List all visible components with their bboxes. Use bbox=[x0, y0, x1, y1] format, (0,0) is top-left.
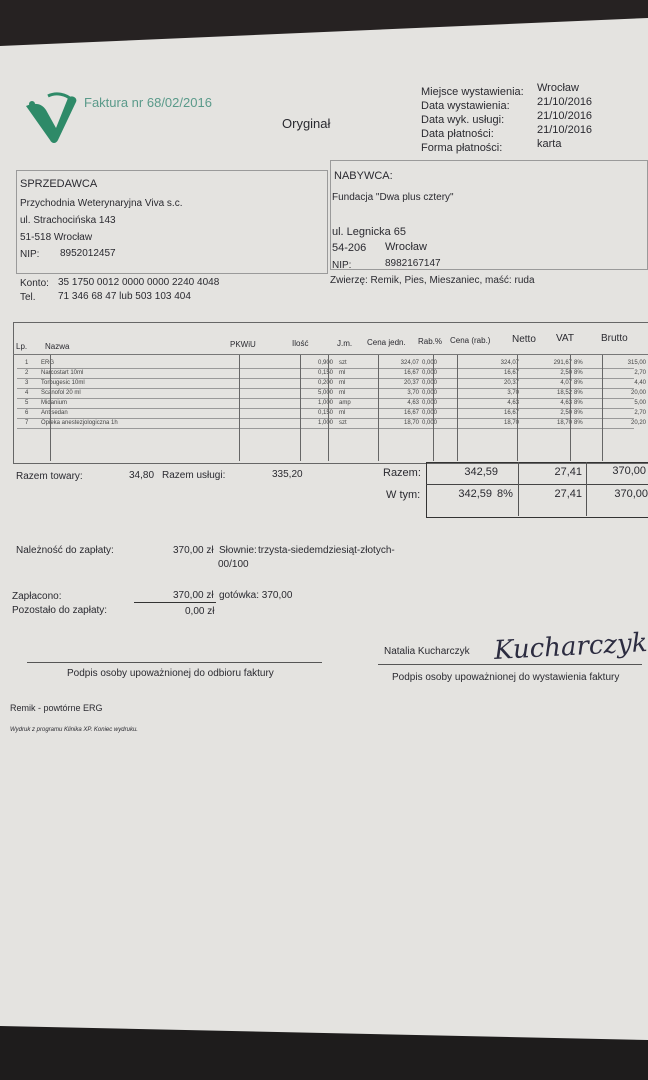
column-line bbox=[602, 355, 603, 461]
buyer-animals: Zwierzę: Remik, Pies, Mieszaniec, maść: ruda bbox=[330, 275, 535, 286]
in-words-line1: trzysta-siedemdziesiąt-złotych- bbox=[258, 545, 395, 556]
row-divider bbox=[17, 428, 634, 429]
cell-ilosc: 0,900 bbox=[317, 360, 333, 366]
meta-value-service-date: 21/10/2016 bbox=[537, 110, 593, 122]
meta-value-issue-date: 21/10/2016 bbox=[537, 96, 593, 108]
col-header-name: Nazwa bbox=[45, 342, 70, 351]
seller-street: ul. Strachocińska 143 bbox=[20, 215, 116, 226]
seller-heading: SPRZEDAWCA bbox=[20, 178, 98, 190]
receiver-signature-line bbox=[27, 662, 322, 663]
column-line bbox=[300, 355, 301, 461]
vat-breakdown-gross: 370,00 bbox=[614, 488, 648, 500]
column-line bbox=[570, 355, 571, 461]
in-words-line2: 00/100 bbox=[218, 559, 249, 570]
vat-breakdown-vat: 27,41 bbox=[554, 488, 582, 500]
cell-vat: 8% bbox=[574, 360, 583, 366]
cell-rab: 0,000 bbox=[422, 370, 438, 376]
cell-cena_rab: 3,70 bbox=[507, 390, 519, 396]
cell-lp: 5 bbox=[25, 400, 29, 406]
column-line bbox=[50, 355, 51, 461]
cell-lp: 6 bbox=[25, 410, 29, 416]
goods-total: 34,80 bbox=[129, 470, 155, 481]
paid-underline bbox=[134, 602, 216, 603]
sum-net: 342,59 bbox=[464, 466, 498, 478]
col-header-qty: Ilość bbox=[292, 339, 309, 348]
cell-brutto: 5,00 bbox=[634, 400, 646, 406]
cell-rab: 0,000 bbox=[422, 380, 438, 386]
meta-value-place: Wrocław bbox=[537, 82, 579, 94]
table-row bbox=[17, 368, 648, 378]
services-total: 335,20 bbox=[272, 469, 303, 480]
cell-nazwa: ERG bbox=[41, 360, 55, 366]
cell-ilosc: 1,000 bbox=[317, 400, 333, 406]
cell-ilosc: 1,000 bbox=[317, 420, 333, 426]
program-note: Wydruk z programu Klinika XP. Koniec wydruku. bbox=[10, 727, 138, 733]
cell-brutto: 4,40 bbox=[634, 380, 646, 386]
column-line bbox=[378, 355, 379, 461]
meta-value-payment-form: karta bbox=[537, 138, 562, 150]
meta-label-place: Miejsce wystawienia: bbox=[421, 86, 524, 98]
buyer-city: Wrocław bbox=[385, 241, 427, 253]
totals-divider bbox=[426, 484, 648, 485]
cell-vat: 8% bbox=[574, 370, 583, 376]
col-header-discount: Rab.% bbox=[418, 337, 443, 346]
meta-value-payment-date: 21/10/2016 bbox=[537, 124, 593, 136]
paid-amount: 370,00 zł bbox=[173, 590, 214, 601]
sum-vat: 27,41 bbox=[554, 466, 582, 478]
cell-cena_rab: 16,67 bbox=[503, 370, 519, 376]
cell-netto: 18,70 bbox=[556, 420, 572, 426]
seller-city: 51-518 Wrocław bbox=[20, 232, 93, 243]
col-header-unit: J.m. bbox=[337, 339, 353, 348]
seller-nip-label: NIP: bbox=[20, 249, 40, 260]
cell-vat: 8% bbox=[574, 400, 583, 406]
cell-rab: 0,000 bbox=[422, 420, 438, 426]
cell-jm: amp bbox=[339, 400, 351, 406]
cell-cena: 4,63 bbox=[407, 400, 419, 406]
footer-note: Remik - powtórne ERG bbox=[10, 703, 103, 713]
cell-cena_rab: 324,07 bbox=[500, 360, 519, 366]
cell-jm: ml bbox=[339, 380, 346, 386]
seller-konto: 35 1750 0012 0000 0000 2240 4048 bbox=[58, 277, 220, 288]
buyer-postcode: 54-206 bbox=[332, 242, 367, 254]
cell-rab: 0,000 bbox=[422, 360, 438, 366]
table-row bbox=[17, 398, 648, 408]
cell-jm: ml bbox=[339, 390, 346, 396]
cell-lp: 2 bbox=[25, 370, 29, 376]
amount-due-label: Należność do zapłaty: bbox=[16, 545, 114, 556]
totals-col-2 bbox=[586, 462, 587, 516]
meta-label-payment-form: Forma płatności: bbox=[421, 142, 503, 154]
cell-jm: ml bbox=[339, 410, 346, 416]
seller-konto-label: Konto: bbox=[20, 278, 49, 289]
cell-cena: 16,67 bbox=[403, 410, 419, 416]
cell-vat: 8% bbox=[574, 410, 583, 416]
vet-logo-icon bbox=[22, 90, 82, 146]
cell-rab: 0,000 bbox=[422, 410, 438, 416]
seller-tel-label: Tel. bbox=[20, 292, 36, 303]
cell-nazwa: Narcostart 10ml bbox=[41, 370, 84, 376]
cell-netto: 2,50 bbox=[560, 410, 572, 416]
cell-ilosc: 5,000 bbox=[317, 390, 333, 396]
cell-netto: 4,07 bbox=[560, 380, 572, 386]
cell-nazwa: Antisedan bbox=[41, 410, 68, 416]
col-header-discounted-price: Cena (rab.) bbox=[450, 336, 491, 345]
issuer-signature-line bbox=[378, 664, 642, 665]
cell-netto: 4,63 bbox=[560, 400, 572, 406]
cell-cena: 16,67 bbox=[403, 370, 419, 376]
vat-breakdown-rate: 8% bbox=[497, 488, 513, 500]
cell-nazwa: Scanofol 20 ml bbox=[41, 390, 81, 396]
column-line bbox=[239, 355, 240, 461]
col-header-unit-price: Cena jedn. bbox=[367, 338, 406, 347]
cell-rab: 0,000 bbox=[422, 390, 438, 396]
cell-netto: 291,67 bbox=[553, 360, 572, 366]
paid-label: Zapłacono: bbox=[12, 591, 62, 602]
cell-lp: 3 bbox=[25, 380, 29, 386]
cell-nazwa: Opieka anestezjologiczna 1h bbox=[41, 420, 118, 426]
meta-label-service-date: Data wyk. usługi: bbox=[421, 114, 505, 126]
table-row bbox=[17, 388, 648, 398]
cell-vat: 8% bbox=[574, 420, 583, 426]
buyer-name: Fundacja "Dwa plus cztery" bbox=[332, 192, 454, 203]
buyer-nip-label: NIP: bbox=[332, 260, 352, 271]
cell-brutto: 315,00 bbox=[627, 360, 646, 366]
cell-cena_rab: 20,37 bbox=[503, 380, 519, 386]
column-line bbox=[517, 355, 518, 461]
cell-nazwa: Midanium bbox=[41, 400, 68, 406]
col-header-pkwiu: PKWiU bbox=[230, 340, 256, 349]
col-header-lp: Lp. bbox=[16, 342, 28, 351]
buyer-street: ul. Legnicka 65 bbox=[332, 226, 406, 238]
seller-nip: 8952012457 bbox=[60, 248, 116, 259]
seller-tel: 71 346 68 47 lub 503 103 404 bbox=[58, 291, 191, 302]
cell-cena_rab: 16,67 bbox=[503, 410, 519, 416]
cell-ilosc: 0,200 bbox=[317, 380, 333, 386]
vat-breakdown-net: 342,59 bbox=[458, 488, 492, 500]
seller-name: Przychodnia Weterynaryjna Viva s.c. bbox=[20, 198, 183, 209]
cell-brutto: 20,00 bbox=[630, 390, 646, 396]
issuer-name: Natalia Kucharczyk bbox=[384, 646, 470, 657]
column-line bbox=[433, 355, 434, 461]
totals-col-1 bbox=[518, 462, 519, 516]
cell-brutto: 2,70 bbox=[634, 410, 646, 416]
table-row bbox=[17, 358, 648, 368]
cell-netto: 2,50 bbox=[560, 370, 572, 376]
cell-vat: 8% bbox=[574, 380, 583, 386]
col-header-vat: VAT bbox=[556, 333, 574, 344]
cell-nazwa: Torbugesic 10ml bbox=[41, 380, 85, 386]
buyer-heading: NABYWCA: bbox=[334, 170, 393, 182]
table-row bbox=[17, 418, 648, 428]
remaining-label: Pozostało do zapłaty: bbox=[12, 605, 108, 616]
cell-rab: 0,000 bbox=[422, 400, 438, 406]
invoice-title: Faktura nr 68/02/2016 bbox=[84, 95, 212, 110]
cell-brutto: 2,70 bbox=[634, 370, 646, 376]
cell-jm: ml bbox=[339, 370, 346, 376]
cell-netto: 18,52 bbox=[556, 390, 572, 396]
cell-jm: szt bbox=[339, 420, 347, 426]
issuer-signature-caption: Podpis osoby upoważnionej do wystawienia faktury bbox=[392, 672, 620, 683]
goods-total-label: Razem towary: bbox=[16, 471, 83, 482]
col-header-gross: Brutto bbox=[601, 333, 628, 344]
cell-cena: 18,70 bbox=[403, 420, 419, 426]
cell-cena: 20,37 bbox=[403, 380, 419, 386]
paid-method: gotówka: 370,00 bbox=[219, 590, 293, 601]
table-row bbox=[17, 408, 648, 418]
remaining-amount: 0,00 zł bbox=[185, 606, 215, 617]
table-row bbox=[17, 378, 648, 388]
cell-vat: 8% bbox=[574, 390, 583, 396]
original-label: Oryginał bbox=[282, 116, 331, 131]
col-header-net: Netto bbox=[512, 334, 536, 345]
cell-cena_rab: 4,63 bbox=[507, 400, 519, 406]
cell-cena_rab: 18,70 bbox=[503, 420, 519, 426]
meta-label-issue-date: Data wystawienia: bbox=[421, 100, 510, 112]
cell-jm: szt bbox=[339, 360, 347, 366]
amount-due: 370,00 zł bbox=[173, 545, 214, 556]
sum-gross: 370,00 bbox=[612, 465, 646, 477]
vat-breakdown-label: W tym: bbox=[386, 489, 421, 501]
cell-lp: 4 bbox=[25, 390, 29, 396]
cell-brutto: 20,20 bbox=[630, 420, 646, 426]
cell-lp: 1 bbox=[25, 360, 29, 366]
column-line bbox=[457, 355, 458, 461]
in-words-label: Słownie: bbox=[219, 545, 257, 556]
cell-lp: 7 bbox=[25, 420, 29, 426]
cell-ilosc: 0,150 bbox=[317, 410, 333, 416]
services-total-label: Razem usługi: bbox=[162, 470, 226, 481]
cell-ilosc: 0,150 bbox=[317, 370, 333, 376]
table-header-divider bbox=[13, 354, 648, 355]
column-line bbox=[328, 355, 329, 461]
issuer-signature: Kucharczyk bbox=[493, 628, 648, 666]
cell-cena: 3,70 bbox=[407, 390, 419, 396]
cell-cena: 324,07 bbox=[400, 360, 419, 366]
meta-label-payment-date: Data płatności: bbox=[421, 128, 494, 140]
buyer-nip: 8982167147 bbox=[385, 258, 441, 269]
receiver-signature-caption: Podpis osoby upoważnionej do odbioru faktury bbox=[67, 668, 274, 679]
sum-label: Razem: bbox=[383, 467, 421, 479]
